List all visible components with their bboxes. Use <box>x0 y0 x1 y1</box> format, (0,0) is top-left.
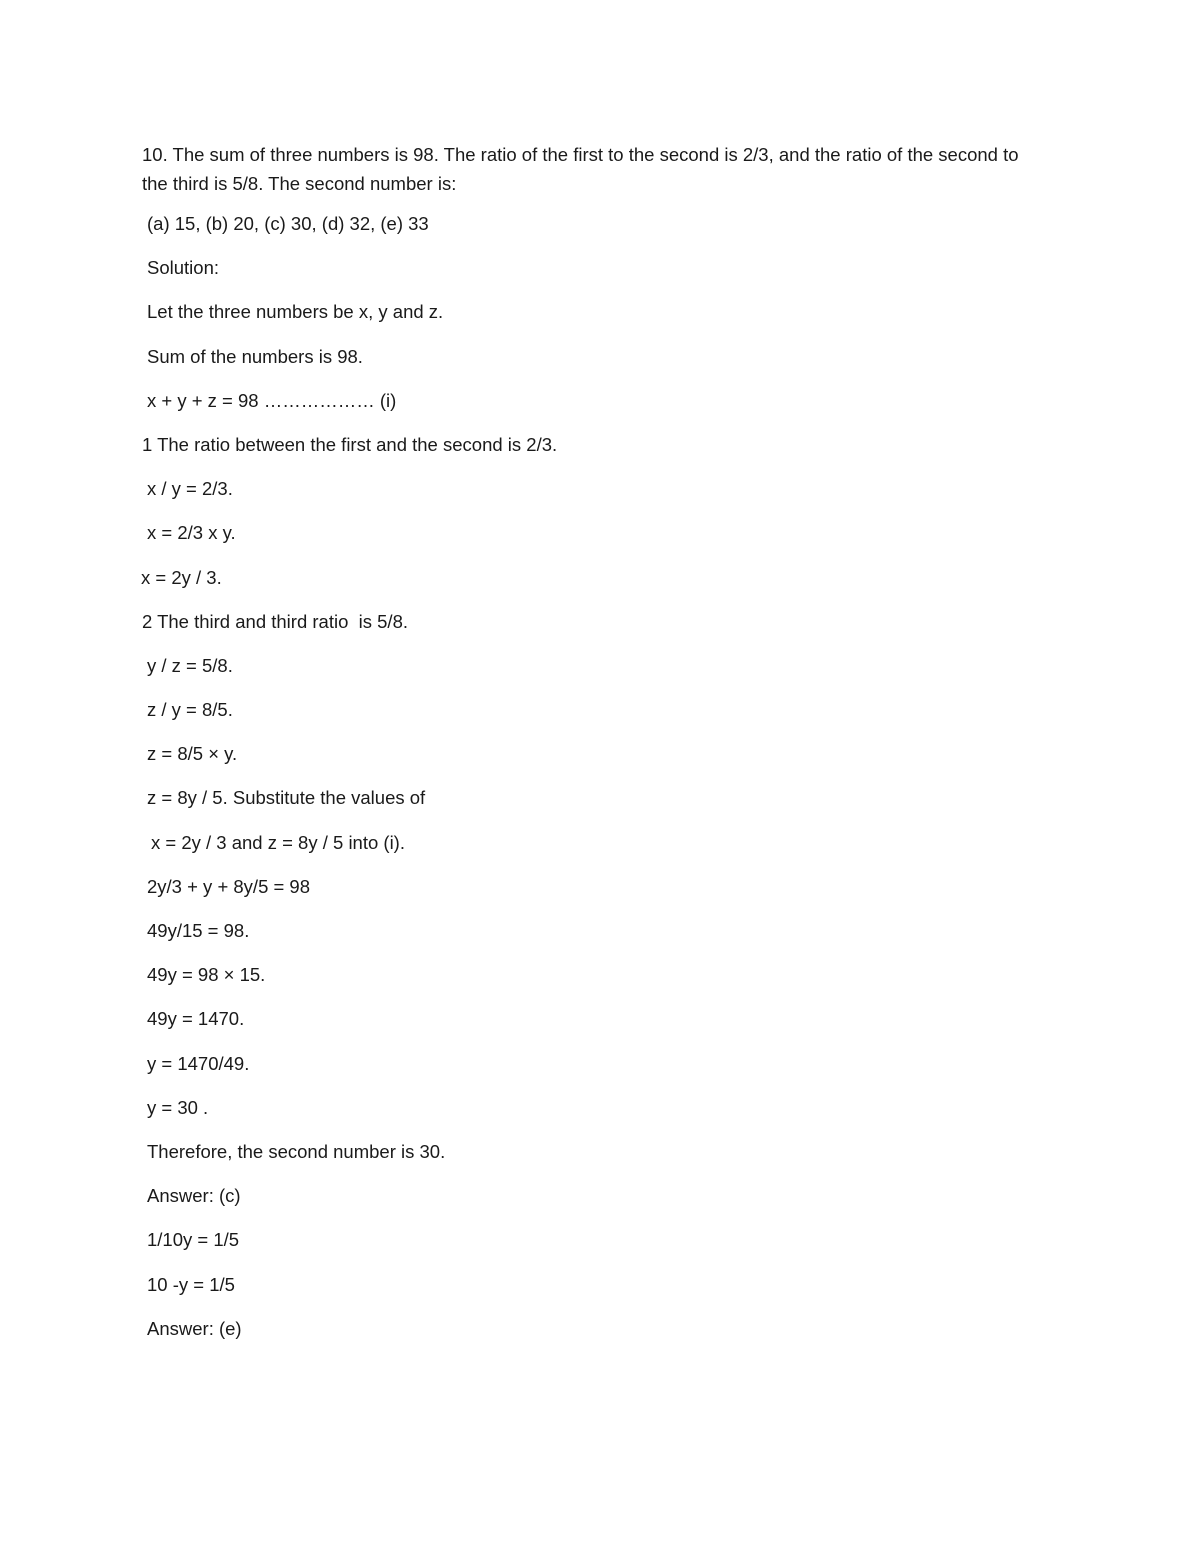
solution-line: 2 The third and third ratio is 5/8. <box>142 610 409 632</box>
solution-line: 2y/3 + y + 8y/5 = 98 <box>147 875 311 897</box>
solution-line: 1/10y = 1/5 <box>147 1229 240 1251</box>
solution-line: Let the three numbers be x, y and z. <box>147 301 444 323</box>
solution-line: 1 The ratio between the first and the second is 2/3. <box>142 433 558 455</box>
solution-line: 49y = 98 × 15. <box>147 964 266 986</box>
solution-line: Answer: (c) <box>147 1185 241 1207</box>
solution-line: Sum of the numbers is 98. <box>147 345 363 367</box>
solution-line: x = 2/3 x y. <box>147 522 236 544</box>
solution-line: 49y/15 = 98. <box>147 920 250 941</box>
solution-line: x + y + z = 98 ……………… (i) <box>147 389 397 411</box>
solution-line: x / y = 2/3. <box>147 478 233 500</box>
solution-line: 10 -y = 1/5 <box>147 1273 235 1295</box>
document-content <box>142 140 1022 1362</box>
solution-line: y / z = 5/8. <box>147 654 233 676</box>
solution-line: 49y = 1470. <box>147 1008 245 1030</box>
solution-line: x = 2y / 3 and z = 8y / 5 into (i). <box>151 831 405 853</box>
solution-line: Therefore, the second number is 30. <box>147 1140 446 1162</box>
solution-line: z = 8y / 5. Substitute the values of <box>147 787 426 809</box>
solution-line: (a) 15, (b) 20, (c) 30, (d) 32, (e) 33 <box>147 213 429 234</box>
solution-line: Answer: (e) <box>147 1317 242 1339</box>
question-text: 10. The sum of three numbers is 98. The ratio of the first to the second is 2/3, and the ratio of the second to the third is 5/8. The second number is: <box>142 144 1019 194</box>
solution-lines <box>142 213 1022 1340</box>
solution-line: Solution: <box>147 257 219 279</box>
solution-line: z / y = 8/5. <box>147 699 233 721</box>
solution-line: z = 8/5 × y. <box>147 743 238 765</box>
solution-line: y = 30 . <box>147 1096 209 1118</box>
solution-line: x = 2y / 3. <box>141 566 222 588</box>
solution-line: y = 1470/49. <box>147 1052 250 1074</box>
